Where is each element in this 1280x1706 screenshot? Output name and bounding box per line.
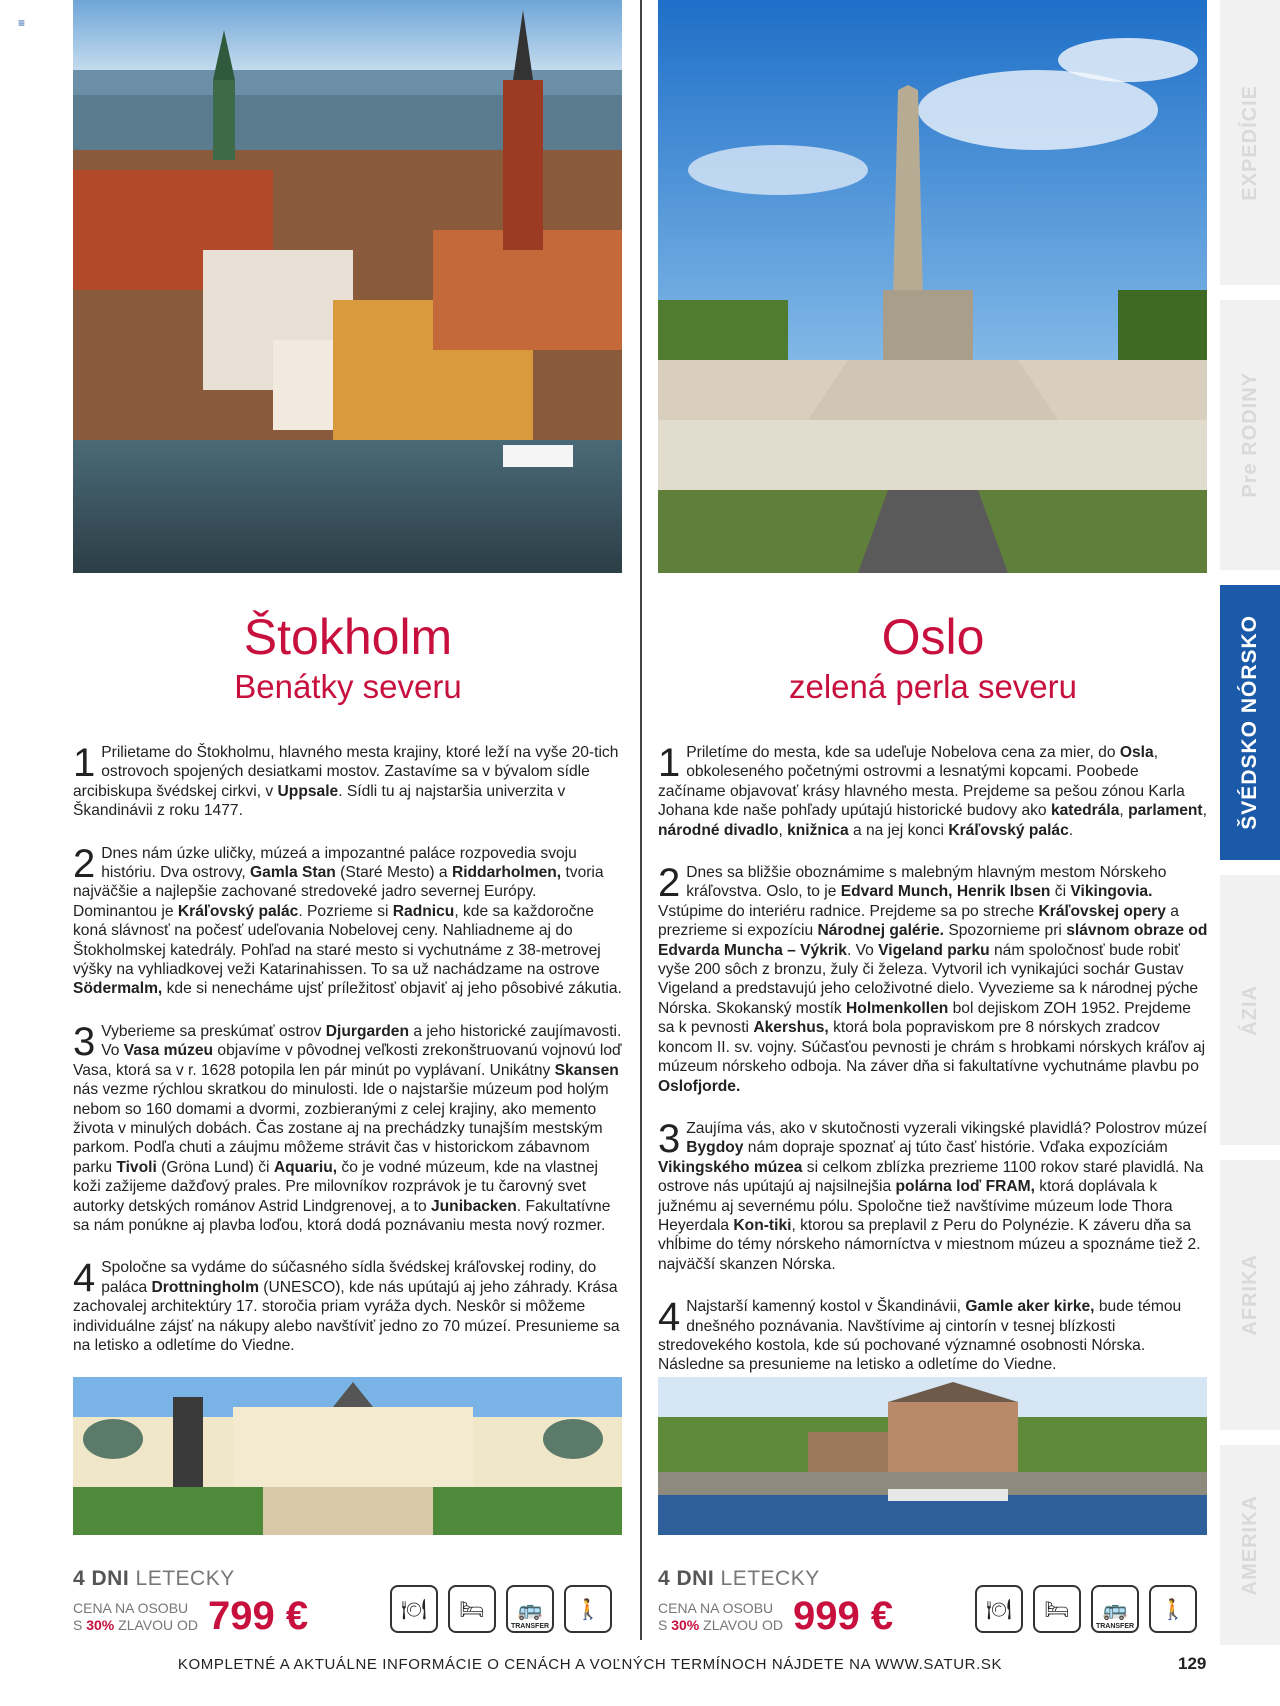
left-title: Štokholm <box>243 609 453 665</box>
footer-info: KOMPLETNÉ A AKTUÁLNE INFORMÁCIE O CENÁCH A VOĽNÝCH TERMÍNOCH NÁJDETE NA WWW.SATUR.SK <box>177 1656 1003 1673</box>
page-number: 129 <box>1178 1654 1207 1673</box>
day-number: 4 <box>73 1256 96 1301</box>
tab-azia[interactable]: ÁZIA <box>1220 875 1280 1145</box>
accommodation-icon: 🛏 <box>1033 1585 1081 1633</box>
left-price: 799 € <box>208 1594 309 1638</box>
walking-tour-icon: 🚶 <box>1149 1585 1197 1633</box>
day-description: Prilietame do Štokholmu, hlavného mesta krajiny, ktoré leží na vyše 20-tich ostrovoch spojených desiatkami mostov. Zastavíme sa v bývalom sídle arcibiskupa švédskej cirkvi, v Uppsale. Sídli tu aj najstaršia univerzita v Škandinávii z roku 1477. <box>73 744 619 820</box>
tab-svedsko-norsko[interactable]: ŠVÉDSKO NÓRSKO <box>1220 585 1280 860</box>
left-subtitle: Benátky severu <box>234 668 462 705</box>
tab-expedicie[interactable]: EXPEDÍCIE <box>1220 0 1280 285</box>
day-description: Vyberieme sa preskúmať ostrov Djurgarden a jeho historické zaujímavosti. Vo Vasa múzeu objavíme v pôvodnej veľkosti zrekonštruovanú vojnovú loď Vasa, ktorá sa v r. 1628 potopila len pár minút po vyplávaní. Unikátny Skansen nás vezme rýchlou skratkou do minulosti. Ide o najstaršie múzeum pod holým nebom so 160 domami a dvormi, zozbieranými z celej krajiny, ako memento života v minulých dobách. Čas zostane aj na prechádzky tunajším mestským parkom. Podľa chuti a záujmu môžeme strávit čas v historickom zábavnom parku Tivoli (Gröna Lund) či Aquariu, čo je vodné múzeum, kde na vlastnej koži zažijeme dažďový prales. Pre milovníkov rozprávok je tu čarovný svet autorky detských románov Astrid Lindgrenovej, a to Junibacken. Fakultatívne sa nám ponúkne aj plavba loďou, ktorá dodá poznávaniu mesta nový rozmer. <box>73 1022 622 1234</box>
left-duration: 4 DNI LETECKY <box>73 1567 235 1590</box>
day-number: 2 <box>73 841 96 886</box>
right-service-icons <box>975 1585 1197 1633</box>
day-description: Spoločne sa vydáme do súčasného sídla švédskej kráľovskej rodiny, do paláca Drottningholm (UNESCO), kde nás upútajú aj jeho záhrady. Krása zachovalej architektúry 17. storočia priam vyráža dych. Neskôr si môžeme individuálne zájsť na nákupy alebo navštíviť jedno zo 70 múzeí. Presunieme sa na letisko a odletíme do Viedne. <box>73 1259 620 1354</box>
itinerary-day-2 <box>73 841 623 999</box>
left-service-icons <box>390 1585 612 1633</box>
day-number: 3 <box>73 1019 96 1064</box>
tab-afrika[interactable]: AFRIKA <box>1220 1160 1280 1430</box>
itinerary-day-4 <box>73 1258 623 1355</box>
itinerary-day-3 <box>73 1019 623 1235</box>
transfer-bus-icon: 🚌 TRANSFER <box>1091 1585 1139 1633</box>
drottningholm-photo <box>73 1377 622 1535</box>
right-price: 999 € <box>793 1594 894 1638</box>
itinerary-day-4 <box>658 1297 1208 1375</box>
icon-label: TRANSFER <box>1095 1623 1135 1630</box>
left-price-label: CENA NA OSOBU S 30% ZLAVOU OD <box>73 1600 199 1633</box>
itinerary-day-1 <box>73 743 623 821</box>
day-description: Dnes nám úzke uličky, múzeá a impozantné paláce rozpovedia svoju históriu. Dva ostrovy, Gamla Stan (Staré Mesto) a Riddarholmen, tvoria najväčšie a najlepšie zachované stredoveké jadro severnej Európy. Dominantou je Kráľovský palác. Pozrieme si Radnicu, kde sa každoročne koná slávnosť na počesť udeľovania Nobelovej ceny. Nahliadneme aj do Štokholmskej katedrály. Pohľad na staré mesto si vychutnáme z 38-metrovej výšky na vyhliadkovej veži Katarinahissen. To sa už nachádzame na ostrove Södermalm, kde si nenecháme ujsť príležitosť objaviť aj jeho pôsobivé zákutia. <box>73 844 622 998</box>
right-price-label: CENA NA OSOBU S 30% ZLAVOU OD <box>658 1600 784 1633</box>
day-description: Zaujíma vás, ako v skutočnosti vyzerali vikingské plavidlá? Polostrov múzeí Bygdoy nám dopraje spoznať aj túto časť histórie. Vďaka expozíciám Vikingského múzea si celkom zblízka prezrieme 1100 rokov staré plavidlá. Na ostrove nás upútajú aj najsilnejšia polárna loď FRAM, ktorá doplávala k južnému aj severnému pólu. Spoločne tiež navštívime múzeum lode Thora Heyerdala Kon-tiki, ktorou sa preplavil z Peru do Polynézie. K záveru dňa sa vhĺbime do témy nórskeho námorníctva v miestnom múzeu a spoznáme tiež 2. najväčší skanzen Nórska. <box>658 1119 1208 1273</box>
stockholm-photo <box>73 0 622 573</box>
accommodation-icon: 🛏 <box>448 1585 496 1633</box>
day-number: 2 <box>658 861 681 906</box>
transfer-bus-icon: 🚌 TRANSFER <box>506 1585 554 1633</box>
column-divider <box>640 0 642 1640</box>
vigeland-park-photo <box>658 0 1207 573</box>
tab-amerika[interactable]: AMERIKA <box>1220 1445 1280 1645</box>
walking-tour-icon: 🚶 <box>564 1585 612 1633</box>
brand-mark: ≡ <box>18 16 26 30</box>
itinerary-day-3 <box>658 1116 1208 1274</box>
left-itinerary <box>73 743 623 1378</box>
day-description: Najstarší kamenný kostol v Škandinávii, Gamle aker kirke, bude témou dnešného poznávania. Navštívime aj cintorín v tesnej blízkosti stredovekého kostola, kde sú pochované významné osobnosti Nórska. Následne sa presunieme na letisko a odletíme do Viedne. <box>658 1298 1182 1374</box>
day-description: Dnes sa bližšie oboznámime s malebným hlavným mestom Nórskeho kráľovstva. Oslo, to je Edvard Munch, Henrik Ibsen či Vikingovia. Vstúpime do interiéru radnice. Prejdeme sa po streche Kráľovskej opery a prezrieme si expozíciu Národnej galérie. Spozornieme pri slávnom obraze od Edvarda Muncha – Výkrik. Vo Vigeland parku nám spoločnosť bude robiť vyše 200 sôch z bronzu, žuly či železa. Vytvoril ich vynikajúci sochár Gustav Vigeland a predstavujú jeho celoživotné dielo. Vyvezieme sa k národnej pýche Nórska. Skokanský mostík Holmenkollen bol dejiskom ZOH 1952. Prejdeme sa k pevnosti Akershus, ktorá bola popraviskom pre 8 nórskych zradcov koncom II. sv. vojny. Súčasťou pevnosti je chrám s hrobkami nórskych kráľov aj múzeum nórskeho odboja. Na záver dňa si fakultatívne vychutnáme plavbu po Oslofjorde. <box>658 864 1208 1095</box>
itinerary-day-2 <box>658 863 1208 1096</box>
right-subtitle: zelená perla severu <box>788 668 1077 705</box>
icon-label: TRANSFER <box>510 1623 550 1630</box>
right-itinerary <box>658 743 1208 1398</box>
itinerary-day-1 <box>658 743 1208 840</box>
day-description: Priletíme do mesta, kde sa udeľuje Nobelova cena za mier, do Osla, obkoleseného početnými ostrovmi a lesnatými kopcami. Poobede začíname objavovať krásy hlavného mesta. Prejdeme sa pešou zónou Karla Johana kde naše pohľady upútajú historické budovy ako katedrála, parlament, národné divadlo, knižnica a na jej konci Kráľovský palác. <box>658 744 1207 839</box>
right-title: Oslo <box>881 609 985 665</box>
day-number: 1 <box>73 741 96 785</box>
akershus-fortress-photo <box>658 1377 1207 1535</box>
meals-icon: 🍽 <box>975 1585 1023 1633</box>
right-duration: 4 DNI LETECKY <box>658 1567 820 1590</box>
day-number: 1 <box>658 741 681 785</box>
meals-icon: 🍽 <box>390 1585 438 1633</box>
day-number: 4 <box>658 1295 681 1340</box>
day-number: 3 <box>658 1116 681 1161</box>
tab-pre-rodiny[interactable]: Pre RODINY <box>1220 300 1280 570</box>
